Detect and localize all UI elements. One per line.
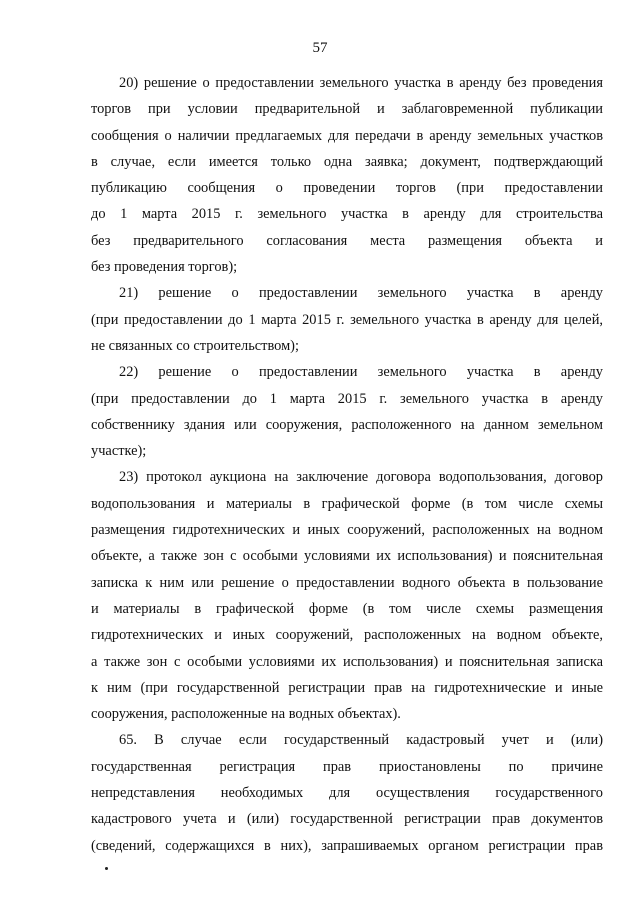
text-line: без проведения торгов); <box>91 259 238 276</box>
list-item-23 <box>91 464 603 727</box>
text-line: в случае, если имеется только одна заявка; документ, подтверждающий <box>91 153 603 170</box>
text-line: (при предоставлении до 1 марта 2015 г. земельного участка в аренду для целей, <box>91 311 603 328</box>
text-line: (при предоставлении до 1 марта 2015 г. земельного участка в аренду <box>91 390 603 407</box>
text-line: а также зон с особыми условиями их использования) и пояснительная записка <box>91 653 603 670</box>
text-line: без предварительного согласования места размещения объекта и <box>91 232 603 249</box>
text-line: собственнику здания или сооружения, расположенного на данном земельном <box>91 416 603 433</box>
text-line: 23) протокол аукциона на заключение договора водопользования, договор <box>119 469 603 486</box>
document-body <box>91 70 603 859</box>
text-line: к ним (при государственной регистрации прав на гидротехнические и иные <box>91 679 603 696</box>
text-line: не связанных со строительством); <box>91 337 299 354</box>
list-item-20 <box>91 70 603 280</box>
text-line: торгов при условии предварительной и заблаговременной публикации <box>91 101 603 118</box>
text-line: и материалы в графической форме (в том числе схемы размещения <box>91 600 603 617</box>
text-line: 65. В случае если государственный кадастровый учет и (или) <box>119 732 603 749</box>
page-number: 57 <box>312 40 328 56</box>
text-line: записка к ним или решение о предоставлении водного объекта в пользование <box>91 574 603 591</box>
text-line: гидротехнических и иных сооружений, расположенных на водном объекте, <box>91 627 603 644</box>
text-line: размещения гидротехнических и иных сооружений, расположенных на водном <box>91 522 603 539</box>
text-line: 22) решение о предоставлении земельного участка в аренду <box>119 364 603 381</box>
text-line: публикацию сообщения о проведении торгов (при предоставлении <box>91 180 603 197</box>
text-line: до 1 марта 2015 г. земельного участка в аренду для строительства <box>91 206 603 223</box>
clause-65 <box>91 727 603 858</box>
text-line: 21) решение о предоставлении земельного участка в аренду <box>119 285 603 302</box>
text-line: государственная регистрация прав приостановлены по причине <box>91 758 603 775</box>
text-line: сообщения о наличии предлагаемых для передачи в аренду земельных участков <box>91 127 603 144</box>
list-item-21 <box>91 280 603 359</box>
text-line: непредставления необходимых для осуществления государственного <box>91 785 603 802</box>
text-line: 20) решение о предоставлении земельного участка в аренду без проведения <box>119 75 603 91</box>
scan-speck <box>105 867 108 870</box>
text-line: сооружения, расположенные на водных объектах). <box>91 706 401 723</box>
list-item-22 <box>91 359 603 464</box>
text-line: объекте, а также зон с особыми условиями их использования) и пояснительная <box>91 548 603 565</box>
text-line: водопользования и материалы в графической форме (в том числе схемы <box>91 495 603 512</box>
text-line: кадастрового учета и (или) государственной регистрации прав документов <box>91 811 603 828</box>
text-line: (сведений, содержащихся в них), запрашиваемых органом регистрации прав <box>91 837 603 854</box>
text-line: участке); <box>91 443 147 460</box>
